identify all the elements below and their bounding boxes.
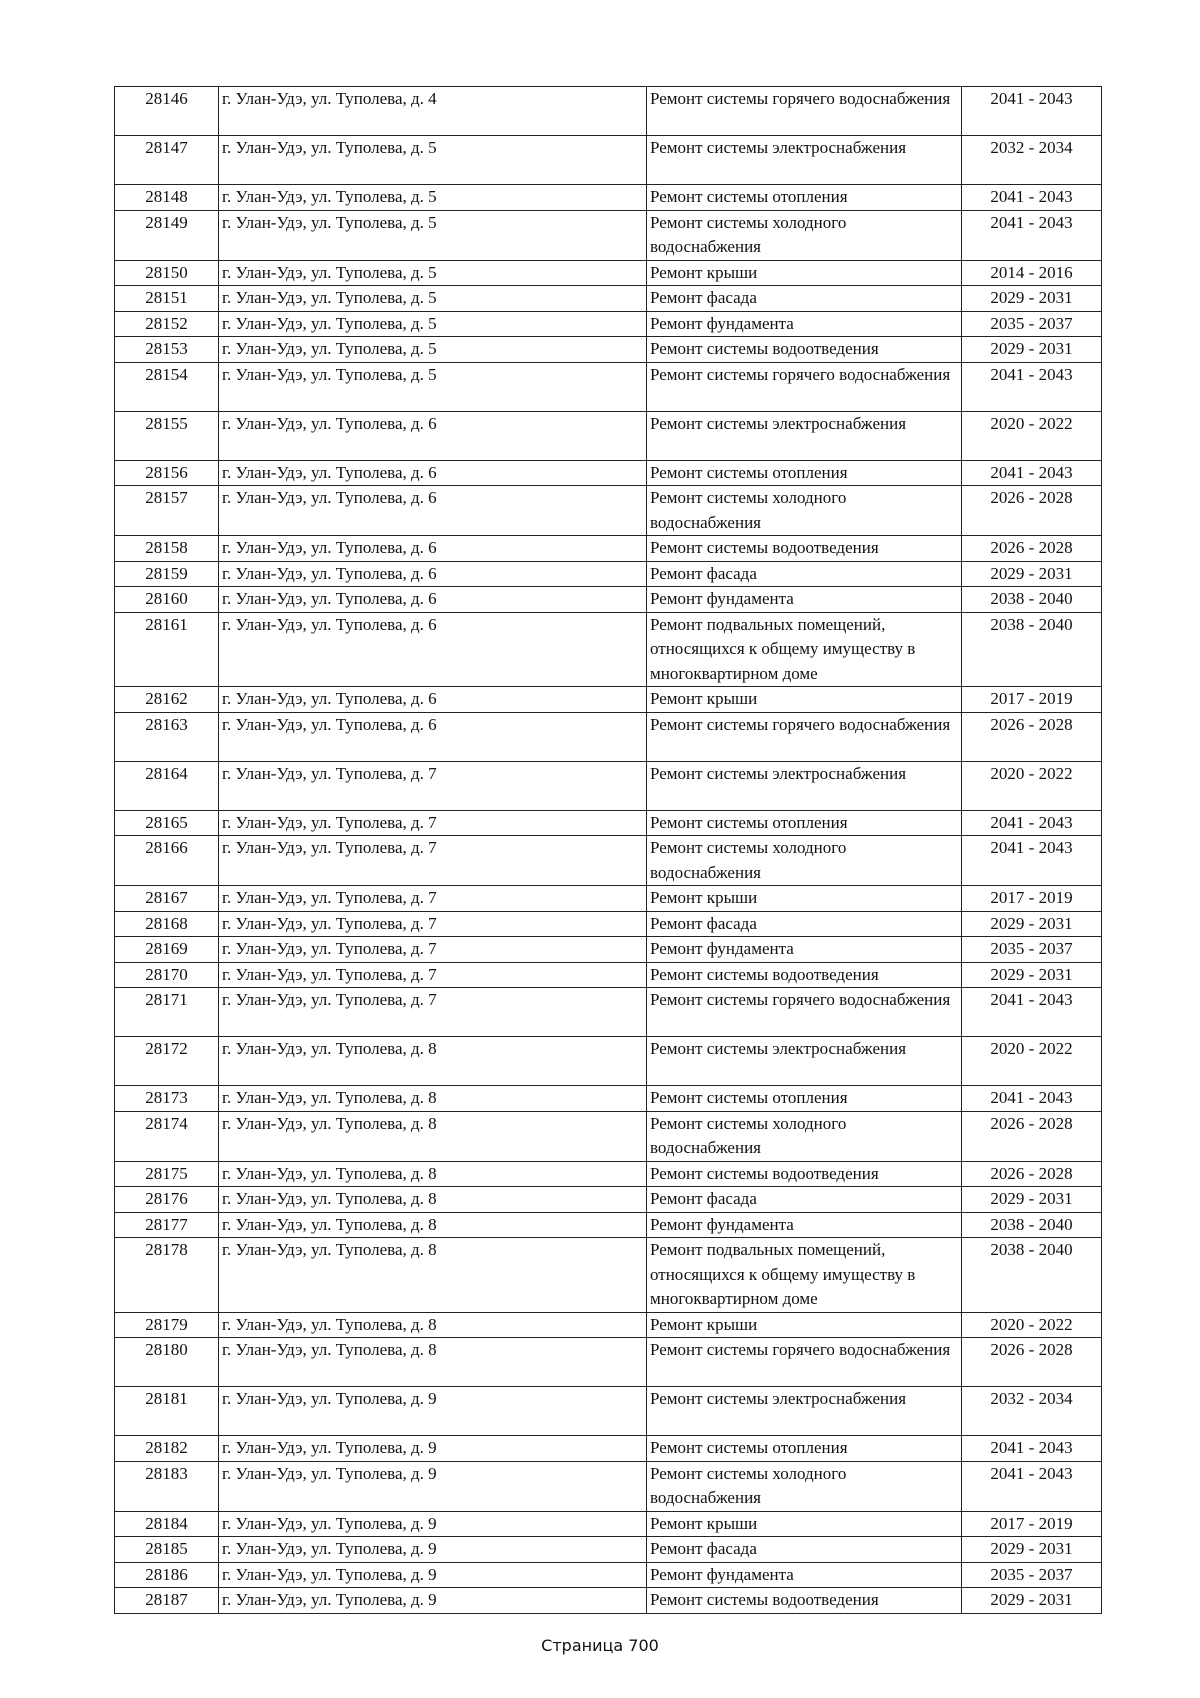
table-row xyxy=(115,761,1102,810)
cell-address: г. Улан-Удэ, ул. Туполева, д. 6 xyxy=(219,687,647,713)
cell-period: 2041 - 2043 xyxy=(962,836,1102,886)
table-row xyxy=(115,136,1102,185)
table-row xyxy=(115,1338,1102,1387)
cell-address: г. Улан-Удэ, ул. Туполева, д. 7 xyxy=(219,988,647,1037)
cell-work-type: Ремонт системы электроснабжения xyxy=(647,1387,962,1436)
cell-address: г. Улан-Удэ, ул. Туполева, д. 9 xyxy=(219,1387,647,1436)
table-row xyxy=(115,1187,1102,1213)
cell-period: 2026 - 2028 xyxy=(962,536,1102,562)
cell-number: 28187 xyxy=(115,1588,219,1614)
cell-address: г. Улан-Удэ, ул. Туполева, д. 9 xyxy=(219,1562,647,1588)
cell-period: 2026 - 2028 xyxy=(962,1338,1102,1387)
table-row xyxy=(115,87,1102,136)
table-row xyxy=(115,712,1102,761)
cell-period: 2029 - 2031 xyxy=(962,286,1102,312)
cell-period: 2017 - 2019 xyxy=(962,687,1102,713)
cell-address: г. Улан-Удэ, ул. Туполева, д. 7 xyxy=(219,937,647,963)
cell-work-type: Ремонт системы водоотведения xyxy=(647,1161,962,1187)
cell-number: 28152 xyxy=(115,311,219,337)
cell-work-type: Ремонт фасада xyxy=(647,561,962,587)
cell-period: 2038 - 2040 xyxy=(962,1212,1102,1238)
cell-period: 2041 - 2043 xyxy=(962,362,1102,411)
cell-work-type: Ремонт фундамента xyxy=(647,587,962,613)
cell-period: 2029 - 2031 xyxy=(962,962,1102,988)
table-row xyxy=(115,1588,1102,1614)
cell-work-type: Ремонт системы холодного водоснабжения xyxy=(647,210,962,260)
cell-work-type: Ремонт системы горячего водоснабжения xyxy=(647,712,962,761)
cell-number: 28161 xyxy=(115,612,219,687)
cell-number: 28186 xyxy=(115,1562,219,1588)
cell-work-type: Ремонт фундамента xyxy=(647,1212,962,1238)
table-row xyxy=(115,911,1102,937)
cell-work-type: Ремонт крыши xyxy=(647,260,962,286)
table-row xyxy=(115,286,1102,312)
cell-period: 2029 - 2031 xyxy=(962,911,1102,937)
table-row xyxy=(115,836,1102,886)
table-row xyxy=(115,1238,1102,1313)
table-row xyxy=(115,1436,1102,1462)
cell-address: г. Улан-Удэ, ул. Туполева, д. 8 xyxy=(219,1187,647,1213)
cell-address: г. Улан-Удэ, ул. Туполева, д. 8 xyxy=(219,1312,647,1338)
table-row xyxy=(115,1562,1102,1588)
table-row xyxy=(115,185,1102,211)
cell-address: г. Улан-Удэ, ул. Туполева, д. 5 xyxy=(219,260,647,286)
cell-address: г. Улан-Удэ, ул. Туполева, д. 8 xyxy=(219,1212,647,1238)
cell-period: 2038 - 2040 xyxy=(962,1238,1102,1313)
table-row xyxy=(115,962,1102,988)
cell-number: 28154 xyxy=(115,362,219,411)
cell-work-type: Ремонт системы холодного водоснабжения xyxy=(647,1461,962,1511)
cell-period: 2026 - 2028 xyxy=(962,486,1102,536)
cell-number: 28165 xyxy=(115,810,219,836)
table-row xyxy=(115,1461,1102,1511)
cell-address: г. Улан-Удэ, ул. Туполева, д. 8 xyxy=(219,1037,647,1086)
table-row xyxy=(115,486,1102,536)
cell-number: 28175 xyxy=(115,1161,219,1187)
cell-work-type: Ремонт крыши xyxy=(647,1511,962,1537)
cell-work-type: Ремонт системы водоотведения xyxy=(647,337,962,363)
cell-period: 2029 - 2031 xyxy=(962,1537,1102,1563)
cell-address: г. Улан-Удэ, ул. Туполева, д. 6 xyxy=(219,460,647,486)
cell-period: 2020 - 2022 xyxy=(962,1037,1102,1086)
table-row xyxy=(115,210,1102,260)
cell-work-type: Ремонт системы водоотведения xyxy=(647,536,962,562)
cell-number: 28181 xyxy=(115,1387,219,1436)
cell-work-type: Ремонт системы отопления xyxy=(647,1086,962,1112)
cell-number: 28158 xyxy=(115,536,219,562)
cell-number: 28176 xyxy=(115,1187,219,1213)
cell-address: г. Улан-Удэ, ул. Туполева, д. 5 xyxy=(219,286,647,312)
cell-work-type: Ремонт системы отопления xyxy=(647,1436,962,1462)
cell-period: 2020 - 2022 xyxy=(962,411,1102,460)
cell-work-type: Ремонт фасада xyxy=(647,1187,962,1213)
cell-number: 28153 xyxy=(115,337,219,363)
cell-address: г. Улан-Удэ, ул. Туполева, д. 5 xyxy=(219,311,647,337)
cell-period: 2026 - 2028 xyxy=(962,1161,1102,1187)
table-row xyxy=(115,1086,1102,1112)
cell-work-type: Ремонт системы водоотведения xyxy=(647,962,962,988)
cell-work-type: Ремонт системы водоотведения xyxy=(647,1588,962,1614)
cell-address: г. Улан-Удэ, ул. Туполева, д. 7 xyxy=(219,962,647,988)
cell-number: 28177 xyxy=(115,1212,219,1238)
cell-period: 2020 - 2022 xyxy=(962,761,1102,810)
cell-number: 28174 xyxy=(115,1111,219,1161)
cell-address: г. Улан-Удэ, ул. Туполева, д. 6 xyxy=(219,411,647,460)
table-row xyxy=(115,687,1102,713)
cell-work-type: Ремонт системы отопления xyxy=(647,185,962,211)
cell-work-type: Ремонт подвальных помещений, относящихся к общему имуществу в многоквартирном доме xyxy=(647,1238,962,1313)
cell-number: 28159 xyxy=(115,561,219,587)
cell-number: 28172 xyxy=(115,1037,219,1086)
cell-period: 2017 - 2019 xyxy=(962,1511,1102,1537)
cell-address: г. Улан-Удэ, ул. Туполева, д. 7 xyxy=(219,761,647,810)
cell-number: 28151 xyxy=(115,286,219,312)
cell-address: г. Улан-Удэ, ул. Туполева, д. 4 xyxy=(219,87,647,136)
cell-period: 2032 - 2034 xyxy=(962,1387,1102,1436)
cell-number: 28146 xyxy=(115,87,219,136)
cell-address: г. Улан-Удэ, ул. Туполева, д. 7 xyxy=(219,810,647,836)
cell-address: г. Улан-Удэ, ул. Туполева, д. 5 xyxy=(219,210,647,260)
cell-work-type: Ремонт системы холодного водоснабжения xyxy=(647,486,962,536)
cell-address: г. Улан-Удэ, ул. Туполева, д. 5 xyxy=(219,362,647,411)
cell-work-type: Ремонт системы электроснабжения xyxy=(647,136,962,185)
cell-period: 2041 - 2043 xyxy=(962,460,1102,486)
cell-period: 2020 - 2022 xyxy=(962,1312,1102,1338)
cell-period: 2029 - 2031 xyxy=(962,1187,1102,1213)
cell-address: г. Улан-Удэ, ул. Туполева, д. 9 xyxy=(219,1588,647,1614)
cell-work-type: Ремонт системы горячего водоснабжения xyxy=(647,988,962,1037)
table-row xyxy=(115,587,1102,613)
cell-number: 28160 xyxy=(115,587,219,613)
cell-number: 28148 xyxy=(115,185,219,211)
cell-address: г. Улан-Удэ, ул. Туполева, д. 6 xyxy=(219,587,647,613)
cell-period: 2029 - 2031 xyxy=(962,561,1102,587)
table-row xyxy=(115,260,1102,286)
table-row xyxy=(115,612,1102,687)
table-row xyxy=(115,1111,1102,1161)
cell-address: г. Улан-Удэ, ул. Туполева, д. 5 xyxy=(219,337,647,363)
cell-period: 2026 - 2028 xyxy=(962,1111,1102,1161)
cell-number: 28149 xyxy=(115,210,219,260)
cell-work-type: Ремонт крыши xyxy=(647,886,962,912)
cell-work-type: Ремонт системы отопления xyxy=(647,810,962,836)
cell-period: 2041 - 2043 xyxy=(962,210,1102,260)
cell-address: г. Улан-Удэ, ул. Туполева, д. 7 xyxy=(219,911,647,937)
table-row xyxy=(115,1037,1102,1086)
cell-number: 28168 xyxy=(115,911,219,937)
cell-work-type: Ремонт фасада xyxy=(647,911,962,937)
cell-address: г. Улан-Удэ, ул. Туполева, д. 7 xyxy=(219,886,647,912)
cell-work-type: Ремонт системы электроснабжения xyxy=(647,761,962,810)
cell-work-type: Ремонт фасада xyxy=(647,286,962,312)
page-number: Страница 700 xyxy=(541,1636,659,1655)
table-row xyxy=(115,1511,1102,1537)
cell-number: 28166 xyxy=(115,836,219,886)
cell-number: 28157 xyxy=(115,486,219,536)
cell-number: 28164 xyxy=(115,761,219,810)
cell-work-type: Ремонт крыши xyxy=(647,1312,962,1338)
cell-period: 2041 - 2043 xyxy=(962,1086,1102,1112)
cell-work-type: Ремонт крыши xyxy=(647,687,962,713)
cell-number: 28171 xyxy=(115,988,219,1037)
cell-period: 2017 - 2019 xyxy=(962,886,1102,912)
cell-work-type: Ремонт фундамента xyxy=(647,1562,962,1588)
cell-work-type: Ремонт фундамента xyxy=(647,311,962,337)
cell-address: г. Улан-Удэ, ул. Туполева, д. 9 xyxy=(219,1537,647,1563)
cell-address: г. Улан-Удэ, ул. Туполева, д. 9 xyxy=(219,1436,647,1462)
cell-number: 28150 xyxy=(115,260,219,286)
cell-address: г. Улан-Удэ, ул. Туполева, д. 6 xyxy=(219,486,647,536)
cell-period: 2026 - 2028 xyxy=(962,712,1102,761)
table-row xyxy=(115,362,1102,411)
cell-work-type: Ремонт фасада xyxy=(647,1537,962,1563)
table-row xyxy=(115,311,1102,337)
cell-work-type: Ремонт системы отопления xyxy=(647,460,962,486)
cell-address: г. Улан-Удэ, ул. Туполева, д. 8 xyxy=(219,1161,647,1187)
cell-number: 28180 xyxy=(115,1338,219,1387)
works-table xyxy=(114,86,1102,1614)
cell-period: 2041 - 2043 xyxy=(962,185,1102,211)
cell-address: г. Улан-Удэ, ул. Туполева, д. 6 xyxy=(219,561,647,587)
cell-number: 28156 xyxy=(115,460,219,486)
table-row xyxy=(115,937,1102,963)
table-row xyxy=(115,988,1102,1037)
cell-period: 2035 - 2037 xyxy=(962,937,1102,963)
table-row xyxy=(115,1161,1102,1187)
cell-period: 2041 - 2043 xyxy=(962,1461,1102,1511)
cell-work-type: Ремонт системы горячего водоснабжения xyxy=(647,362,962,411)
table-row xyxy=(115,1537,1102,1563)
cell-address: г. Улан-Удэ, ул. Туполева, д. 9 xyxy=(219,1511,647,1537)
cell-work-type: Ремонт системы горячего водоснабжения xyxy=(647,87,962,136)
cell-number: 28184 xyxy=(115,1511,219,1537)
cell-address: г. Улан-Удэ, ул. Туполева, д. 6 xyxy=(219,536,647,562)
cell-period: 2029 - 2031 xyxy=(962,1588,1102,1614)
cell-period: 2014 - 2016 xyxy=(962,260,1102,286)
cell-period: 2038 - 2040 xyxy=(962,612,1102,687)
table-row xyxy=(115,1312,1102,1338)
cell-period: 2032 - 2034 xyxy=(962,136,1102,185)
cell-address: г. Улан-Удэ, ул. Туполева, д. 8 xyxy=(219,1238,647,1313)
table-body xyxy=(115,87,1102,1614)
table-row xyxy=(115,1212,1102,1238)
cell-period: 2041 - 2043 xyxy=(962,1436,1102,1462)
cell-work-type: Ремонт системы электроснабжения xyxy=(647,1037,962,1086)
cell-address: г. Улан-Удэ, ул. Туполева, д. 5 xyxy=(219,185,647,211)
table-row xyxy=(115,886,1102,912)
cell-number: 28178 xyxy=(115,1238,219,1313)
cell-number: 28155 xyxy=(115,411,219,460)
cell-work-type: Ремонт системы горячего водоснабжения xyxy=(647,1338,962,1387)
cell-address: г. Улан-Удэ, ул. Туполева, д. 6 xyxy=(219,612,647,687)
cell-address: г. Улан-Удэ, ул. Туполева, д. 6 xyxy=(219,712,647,761)
table-row xyxy=(115,411,1102,460)
table-row xyxy=(115,460,1102,486)
table-row xyxy=(115,337,1102,363)
cell-number: 28183 xyxy=(115,1461,219,1511)
cell-period: 2035 - 2037 xyxy=(962,1562,1102,1588)
cell-period: 2041 - 2043 xyxy=(962,87,1102,136)
cell-work-type: Ремонт фундамента xyxy=(647,937,962,963)
cell-address: г. Улан-Удэ, ул. Туполева, д. 9 xyxy=(219,1461,647,1511)
cell-period: 2029 - 2031 xyxy=(962,337,1102,363)
table-row xyxy=(115,1387,1102,1436)
cell-work-type: Ремонт системы электроснабжения xyxy=(647,411,962,460)
cell-work-type: Ремонт подвальных помещений, относящихся к общему имуществу в многоквартирном доме xyxy=(647,612,962,687)
cell-number: 28170 xyxy=(115,962,219,988)
cell-address: г. Улан-Удэ, ул. Туполева, д. 8 xyxy=(219,1086,647,1112)
cell-work-type: Ремонт системы холодного водоснабжения xyxy=(647,1111,962,1161)
cell-work-type: Ремонт системы холодного водоснабжения xyxy=(647,836,962,886)
cell-number: 28162 xyxy=(115,687,219,713)
cell-number: 28173 xyxy=(115,1086,219,1112)
table-row xyxy=(115,536,1102,562)
cell-number: 28185 xyxy=(115,1537,219,1563)
cell-number: 28147 xyxy=(115,136,219,185)
cell-period: 2035 - 2037 xyxy=(962,311,1102,337)
table-row xyxy=(115,810,1102,836)
table-row xyxy=(115,561,1102,587)
cell-period: 2041 - 2043 xyxy=(962,988,1102,1037)
cell-number: 28179 xyxy=(115,1312,219,1338)
cell-address: г. Улан-Удэ, ул. Туполева, д. 7 xyxy=(219,836,647,886)
cell-number: 28163 xyxy=(115,712,219,761)
cell-address: г. Улан-Удэ, ул. Туполева, д. 8 xyxy=(219,1111,647,1161)
cell-number: 28169 xyxy=(115,937,219,963)
cell-period: 2038 - 2040 xyxy=(962,587,1102,613)
cell-number: 28182 xyxy=(115,1436,219,1462)
cell-address: г. Улан-Удэ, ул. Туполева, д. 5 xyxy=(219,136,647,185)
cell-address: г. Улан-Удэ, ул. Туполева, д. 8 xyxy=(219,1338,647,1387)
cell-number: 28167 xyxy=(115,886,219,912)
cell-period: 2041 - 2043 xyxy=(962,810,1102,836)
